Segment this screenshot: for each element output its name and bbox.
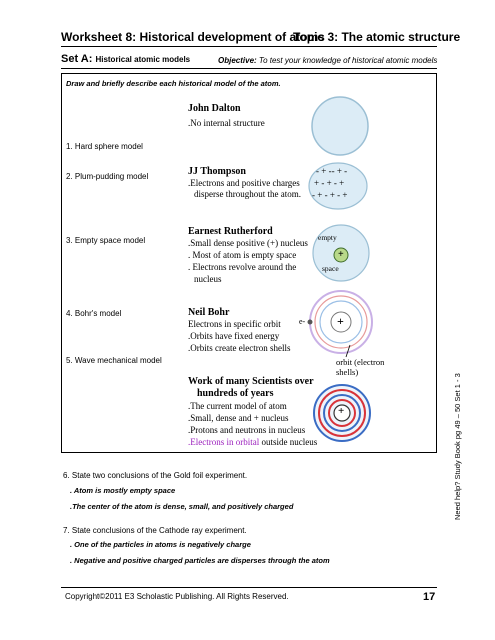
hard-sphere	[312, 97, 368, 155]
rutherford-nucleus-sign: +	[338, 249, 344, 260]
plum-row-1: - + -- + -	[316, 166, 348, 176]
plum-row-2: + - + - +	[314, 178, 345, 188]
scientist-bohr: Neil Bohr	[188, 307, 230, 318]
bohr-electron-label: e-	[299, 317, 306, 326]
model-label-5: 5. Wave mechanical model	[66, 356, 162, 365]
model-label-1: 1. Hard sphere model	[66, 142, 143, 151]
model-label-2: 2. Plum-pudding model	[66, 172, 149, 181]
wave-desc-4-colored: .Electrons in orbital	[188, 437, 260, 447]
dalton-desc-1: .No internal structure	[188, 118, 265, 128]
orbit-annotation-2: shells)	[336, 367, 359, 377]
wave-desc-4-rest: outside nucleus	[259, 437, 318, 447]
orbit-annotation	[336, 357, 384, 377]
wave-nucleus-sign: +	[338, 405, 345, 417]
topic-title: Topic 3: The atomic structure	[293, 30, 461, 44]
wave-desc-2: .Small, dense and + nucleus	[188, 413, 289, 423]
wave-desc-4	[188, 437, 317, 448]
worksheet-title: Worksheet 8: Historical development of atoms	[61, 30, 325, 44]
instruction: Draw and briefly describe each historical model of the atom.	[66, 79, 281, 88]
rutherford-desc-1	[188, 238, 308, 249]
bohr-desc-2: .Orbits have fixed energy	[188, 331, 280, 341]
set-name: Historical atomic models	[95, 55, 191, 64]
rutherford-desc-3: . Electrons revolve around the	[188, 262, 297, 272]
question-7-answer-1: . One of the particles in atoms is negatively charge	[70, 540, 251, 549]
question-6-answer-1: . Atom is mostly empty space	[70, 486, 176, 495]
set-heading	[61, 53, 190, 65]
wave-desc-1: .The current model of atom	[188, 401, 287, 411]
subheader-rule	[61, 68, 437, 69]
objective	[218, 56, 437, 65]
footer-rule	[61, 587, 437, 588]
empty-label: empty	[318, 233, 337, 242]
hard-sphere-diagram	[310, 96, 370, 156]
question-6-answer-2: .The center of the atom is dense, small, and positively charged	[70, 502, 294, 511]
copyright: Copyright©2011 E3 Scholastic Publishing. All Rights Reserved.	[65, 592, 289, 601]
question-7: 7. State conclusions of the Cathode ray experiment.	[63, 526, 247, 535]
bohr-desc-3: .Orbits create electron shells	[188, 343, 291, 353]
bohr-nucleus-sign: +	[337, 314, 344, 328]
model-label-4: 4. Bohr's model	[66, 309, 122, 318]
objective-label: Objective:	[218, 56, 257, 65]
question-7-answer-2: . Negative and positive charged particles are disperses through the atom	[70, 556, 330, 565]
space-label: space	[322, 264, 339, 273]
side-note: Need help? Study Book pg 49 – 50 Set 1 - 3	[453, 373, 462, 520]
header-rule	[61, 46, 437, 47]
rutherford-plus: (+)	[267, 238, 279, 248]
rutherford-nucleus-word: nucleus	[280, 238, 308, 248]
page-number: 17	[423, 591, 436, 603]
thompson-desc-1: .Electrons and positive charges	[188, 178, 300, 188]
rutherford-desc-2: . Most of atom is empty space	[188, 250, 297, 260]
scientist-dalton: John Dalton	[188, 103, 241, 114]
scientist-many: Work of many Scientists over	[188, 376, 314, 387]
bohr-desc-1: Electrons in specific orbit	[188, 319, 281, 329]
scientist-thompson: JJ Thompson	[188, 166, 246, 177]
orbit-annotation-1: orbit (electron	[336, 357, 385, 367]
wave-desc-3: .Protons and neutrons in nucleus	[188, 425, 306, 435]
thompson-desc-2: disperse throughout the atom.	[194, 189, 301, 199]
bohr-electron	[308, 320, 313, 325]
rutherford-desc-4: nucleus	[194, 274, 222, 284]
scientist-rutherford: Earnest Rutherford	[188, 226, 273, 237]
objective-text: To test your knowledge of historical atomic models	[258, 56, 438, 65]
scientist-many-2: hundreds of years	[197, 388, 274, 399]
plum-row-3: - + - + - +	[312, 190, 348, 200]
model-label-3: 3. Empty space model	[66, 236, 146, 245]
set-label: Set A:	[61, 53, 93, 65]
question-6: 6. State two conclusions of the Gold foil experiment.	[63, 471, 248, 480]
rutherford-desc-1-text: .Small dense positive	[188, 238, 265, 248]
